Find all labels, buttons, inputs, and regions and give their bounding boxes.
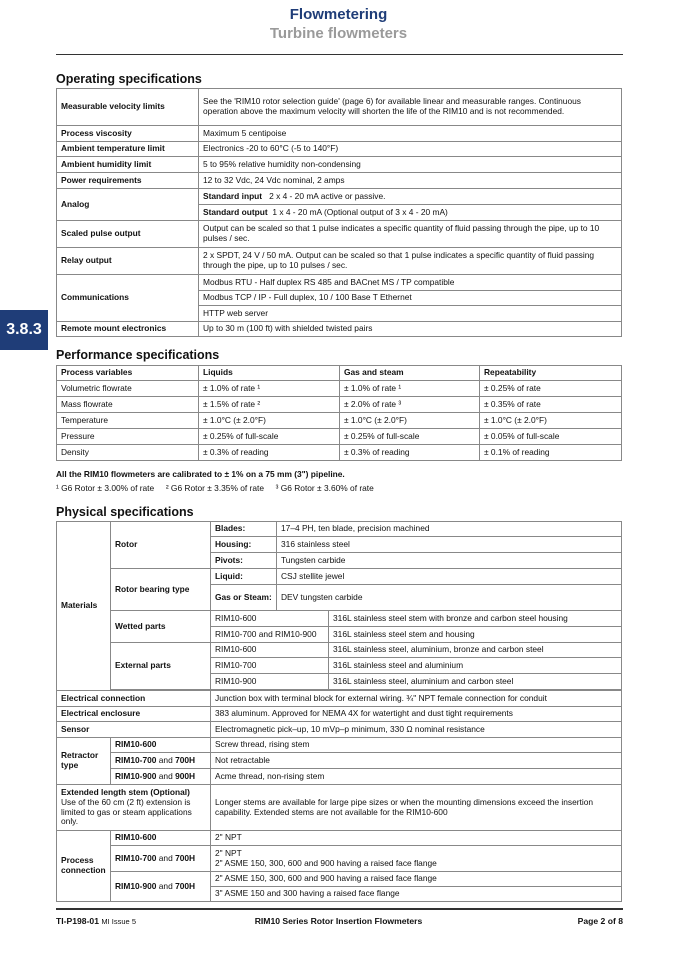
- column-header: Gas and steam: [340, 366, 480, 381]
- table-cell: ± 0.35% of rate: [480, 397, 622, 413]
- model-name: RIM10-900: [115, 770, 157, 781]
- sub-value: 2 x 4 - 20 mA active or passive.: [269, 190, 386, 201]
- table-row: [57, 89, 622, 126]
- table-row: [57, 126, 622, 142]
- table-row: [57, 429, 622, 445]
- model-cell: [111, 753, 211, 769]
- column-header: Liquids: [199, 366, 340, 381]
- table-row: [57, 691, 622, 707]
- table-cell: ± 0.05% of full-scale: [480, 429, 622, 445]
- row-value: Not retractable: [211, 753, 622, 769]
- table-cell: Pressure: [57, 429, 199, 445]
- performance-heading: Performance specifications: [56, 348, 220, 362]
- table-cell: ± 1.0% of rate ¹: [340, 381, 480, 397]
- row-label: Analog: [57, 189, 199, 221]
- model-cell: [111, 846, 211, 872]
- table-row: [57, 611, 622, 627]
- model-cell: RIM10-600: [111, 831, 211, 846]
- section-tab: 3.8.3: [0, 310, 48, 350]
- table-cell: ± 0.3% of reading: [340, 445, 480, 461]
- sub-label: Standard output: [203, 206, 268, 217]
- row-value: Electromagnetic pick–up, 10 mVp–p minimum, 330 Ω nominal resistance: [211, 722, 622, 738]
- model-name: RIM10-900: [115, 880, 157, 891]
- table-row: [57, 322, 622, 337]
- physical-table: [56, 521, 622, 902]
- extended-label: Extended length stem (Optional): [61, 786, 190, 797]
- column-header: Process variables: [57, 366, 199, 381]
- table-cell: ± 1.5% of rate ²: [199, 397, 340, 413]
- model-name: 700H: [175, 754, 196, 765]
- calibration-note: All the RIM10 flowmeters are calibrated to ± 1% on a 75 mm (3") pipeline.: [56, 469, 345, 479]
- row-value: 2" NPT: [211, 831, 622, 846]
- extended-note: Use of the 60 cm (2 ft) extension is limited to gas or steam applications only.: [61, 796, 192, 827]
- sub-label: Housing:: [211, 537, 277, 553]
- row-value: Up to 30 m (100 ft) with shielded twisted pairs: [199, 322, 622, 337]
- row-value: 316 stainless steel: [277, 537, 622, 553]
- table-row: [57, 397, 622, 413]
- doc-issue: MI Issue 5: [101, 917, 136, 926]
- table-cell: Density: [57, 445, 199, 461]
- table-cell: ± 1.0°C (± 2.0°F): [480, 413, 622, 429]
- table-row: [57, 738, 622, 753]
- table-cell: ± 0.25% of full-scale: [199, 429, 340, 445]
- table-row: [57, 569, 622, 585]
- table-cell: ± 0.25% of full-scale: [340, 429, 480, 445]
- row-value: Acme thread, non-rising stem: [211, 769, 622, 785]
- table-row: [57, 275, 622, 291]
- row-label: Rotor: [111, 522, 211, 569]
- table-row: [57, 872, 622, 887]
- sub-label: Gas or Steam:: [211, 585, 277, 611]
- row-label: Communications: [57, 275, 199, 322]
- row-value: 316L stainless steel stem with bronze and carbon steel housing: [329, 611, 622, 627]
- model-joiner: and: [156, 852, 176, 863]
- row-value: Modbus TCP / IP - Full duplex, 10 / 100 Base T Ethernet: [199, 291, 622, 306]
- sub-label: Pivots:: [211, 553, 277, 569]
- row-value: Output can be scaled so that 1 pulse indicates a specific quantity of fluid passing through the pipe, up to 10 pulses / sec.: [199, 221, 622, 248]
- table-cell: ± 0.1% of reading: [480, 445, 622, 461]
- table-cell: Volumetric flowrate: [57, 381, 199, 397]
- row-label: Materials: [57, 522, 111, 691]
- row-value: Tungsten carbide: [277, 553, 622, 569]
- table-cell: ± 1.0°C (± 2.0°F): [199, 413, 340, 429]
- row-value: 316L stainless steel, aluminium, bronze and carbon steel: [329, 643, 622, 658]
- table-cell: Temperature: [57, 413, 199, 429]
- row-label: Power requirements: [57, 173, 199, 189]
- row-value: CSJ stellite jewel: [277, 569, 622, 585]
- table-row: [57, 157, 622, 173]
- row-value: Longer stems are available for large pipe sizes or when the mounting dimensions exceed the insertion capability. Extended stems are not available for the RIM10-600: [211, 785, 622, 831]
- model-name: RIM10-700: [115, 754, 157, 765]
- row-label: Process connection: [57, 831, 111, 902]
- sub-label: Liquid:: [211, 569, 277, 585]
- row-label: Retractor type: [57, 738, 111, 785]
- table-row: [57, 643, 622, 658]
- table-row: [57, 248, 622, 275]
- footer-rule: [56, 908, 623, 910]
- row-value: See the 'RIM10 rotor selection guide' (page 6) for available linear and measurable ranges. Continuous operation above the maximum velocity will shorten the life of the RIM10 and is not recommended.: [199, 89, 622, 126]
- sub-value: 1 x 4 - 20 mA (Optional output of 3 x 4 - 20 mA): [272, 206, 448, 217]
- table-row: [57, 785, 622, 831]
- table-cell: ± 0.25% of rate: [480, 381, 622, 397]
- table-row: [57, 189, 622, 205]
- model-cell: [111, 769, 211, 785]
- row-value: [199, 189, 622, 205]
- row-value: 316L stainless steel and aluminium: [329, 658, 622, 674]
- row-label: Process viscosity: [57, 126, 199, 142]
- table-row: [57, 142, 622, 157]
- row-value: 12 to 32 Vdc, 24 Vdc nominal, 2 amps: [199, 173, 622, 189]
- table-row: [57, 221, 622, 248]
- row-value: 316L stainless steel stem and housing: [329, 627, 622, 643]
- table-cell: ± 2.0% of rate ³: [340, 397, 480, 413]
- model-cell: RIM10-700: [211, 658, 329, 674]
- row-label: Scaled pulse output: [57, 221, 199, 248]
- row-value: 2" ASME 150, 300, 600 and 900 having a raised face flange: [211, 872, 622, 887]
- table-row: [57, 522, 622, 537]
- table-row: [57, 722, 622, 738]
- model-name: RIM10-700: [115, 852, 157, 863]
- sub-label: Blades:: [211, 522, 277, 537]
- table-cell: ± 0.3% of reading: [199, 445, 340, 461]
- operating-heading: Operating specifications: [56, 72, 202, 86]
- table-cell: ± 1.0% of rate ¹: [199, 381, 340, 397]
- value-line: 2" ASME 150, 300, 600 and 900 having a raised face flange: [215, 857, 437, 868]
- row-label: Rotor bearing type: [111, 569, 211, 611]
- row-value: 5 to 95% relative humidity non-condensing: [199, 157, 622, 173]
- row-value: 383 aluminum. Approved for NEMA 4X for watertight and dust tight requirements: [211, 707, 622, 722]
- footnote: ³ G6 Rotor ± 3.60% of rate: [275, 483, 374, 493]
- model-name: 900H: [175, 770, 196, 781]
- footnote: ¹ G6 Rotor ± 3.00% of rate: [56, 483, 155, 493]
- row-label: Relay output: [57, 248, 199, 275]
- row-value: DEV tungsten carbide: [277, 585, 622, 611]
- row-value: 316L stainless steel, aluminium and carbon steel: [329, 674, 622, 690]
- page-subtitle: Turbine flowmeters: [269, 25, 408, 42]
- table-header-row: [57, 366, 622, 381]
- row-label: Ambient humidity limit: [57, 157, 199, 173]
- header-rule: [56, 54, 623, 55]
- row-label: [57, 785, 211, 831]
- column-header: Repeatability: [480, 366, 622, 381]
- model-joiner: and: [156, 770, 176, 781]
- table-cell: ± 1.0°C (± 2.0°F): [340, 413, 480, 429]
- row-value: [199, 205, 622, 221]
- model-name: 700H: [175, 852, 196, 863]
- row-label: Sensor: [57, 722, 211, 738]
- row-label: Electrical enclosure: [57, 707, 211, 722]
- row-value: Screw thread, rising stem: [211, 738, 622, 753]
- table-row: [57, 707, 622, 722]
- row-value: Maximum 5 centipoise: [199, 126, 622, 142]
- row-value: 2 x SPDT, 24 V / 50 mA. Output can be scaled so that 1 pulse indicates a specific quantity of fluid passing through the pipe, up to 10 pulses / sec.: [199, 248, 622, 275]
- doc-id: TI-P198-01: [56, 916, 99, 926]
- table-row: [57, 831, 622, 846]
- row-value: 3" ASME 150 and 300 having a raised face flange: [211, 887, 622, 902]
- row-label: Wetted parts: [111, 611, 211, 643]
- model-cell: RIM10-900: [211, 674, 329, 690]
- row-label: Ambient temperature limit: [57, 142, 199, 157]
- table-row: [57, 173, 622, 189]
- table-row: [57, 753, 622, 769]
- page-title: Flowmetering: [289, 6, 388, 23]
- row-value: HTTP web server: [199, 306, 622, 322]
- row-value: 17–4 PH, ten blade, precision machined: [277, 522, 622, 537]
- footnote: ² G6 Rotor ± 3.35% of rate: [165, 483, 264, 493]
- row-value: Junction box with terminal block for external wiring. ¾" NPT female connection for conduit: [211, 691, 622, 707]
- physical-heading: Physical specifications: [56, 505, 194, 519]
- row-value: Electronics -20 to 60°C (-5 to 140°F): [199, 142, 622, 157]
- table-cell: Mass flowrate: [57, 397, 199, 413]
- value-line: 2" NPT: [215, 847, 242, 858]
- table-row: [57, 445, 622, 461]
- table-row: [57, 381, 622, 397]
- performance-table: [56, 365, 622, 461]
- page-number: Page 2 of 8: [577, 916, 623, 926]
- operating-table: [56, 88, 622, 337]
- row-value: Modbus RTU - Half duplex RS 485 and BACnet MS / TP compatible: [199, 275, 622, 291]
- table-row: [57, 413, 622, 429]
- model-cell: RIM10-700 and RIM10-900: [211, 627, 329, 643]
- model-joiner: and: [156, 880, 176, 891]
- row-label: Measurable velocity limits: [57, 89, 199, 126]
- row-value: [211, 846, 622, 872]
- footer-title: RIM10 Series Rotor Insertion Flowmeters: [254, 916, 423, 926]
- sub-label: Standard input: [203, 190, 263, 201]
- model-joiner: and: [156, 754, 176, 765]
- table-row: [57, 769, 622, 785]
- row-label: Remote mount electronics: [57, 322, 199, 337]
- model-cell: RIM10-600: [211, 611, 329, 627]
- model-cell: RIM10-600: [211, 643, 329, 658]
- row-label: External parts: [111, 643, 211, 690]
- model-cell: [111, 872, 211, 902]
- model-cell: RIM10-600: [111, 738, 211, 753]
- footnotes: [56, 483, 374, 493]
- model-name: 700H: [175, 880, 196, 891]
- row-label: Electrical connection: [57, 691, 211, 707]
- table-row: [57, 846, 622, 872]
